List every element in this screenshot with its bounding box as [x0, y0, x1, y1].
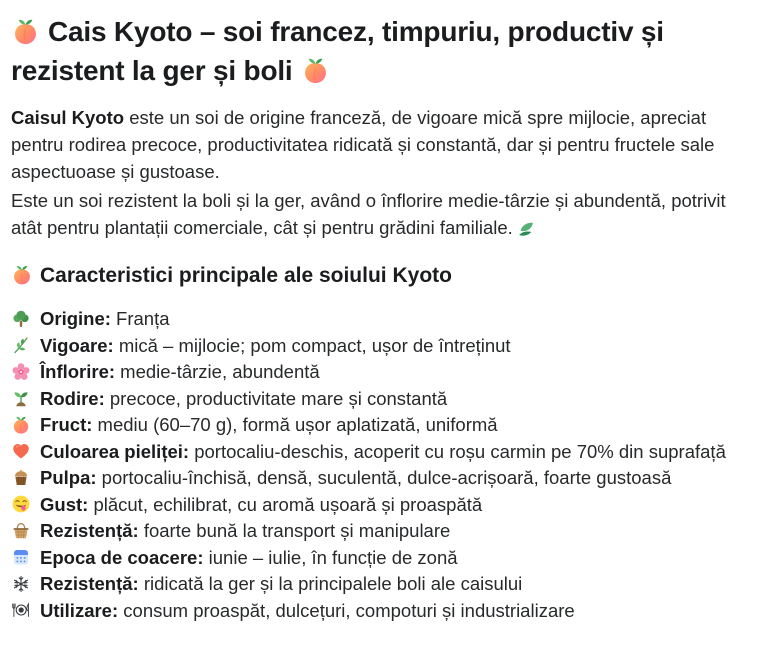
intro-paragraph-1-text: este un soi de origine franceză, de vigoare mică spre mijlocie, apreciat pentru rodirea precoce, productivitatea ridicată și constantă, dar și pentru fructele sale aspectuoase și gustoase. [11, 107, 715, 182]
leaf-icon [516, 218, 536, 238]
section-heading-text: Caracteristici principale ale soiului Kyoto [40, 264, 452, 287]
characteristic-value: portocaliu-închisă, densă, suculentă, dulce-acrișoară, foarte gustoasă [96, 467, 672, 488]
peach-icon [301, 56, 330, 85]
characteristic-value: mică – mijlocie; pom compact, ușor de întreținut [113, 334, 511, 356]
characteristic-value: iunie – iulie, în funcție de zonă [203, 546, 458, 568]
characteristic-label: Înflorire: [40, 361, 116, 382]
characteristic-item [11, 439, 747, 466]
characteristic-label: Pulpa: [40, 467, 97, 488]
page-title [11, 12, 747, 90]
characteristic-label: Rezistență: [40, 520, 139, 541]
characteristic-item [11, 359, 747, 386]
characteristic-value: medie-târzie, abundentă [115, 361, 320, 382]
snowflake-icon [11, 574, 31, 594]
characteristic-item [11, 465, 747, 492]
peach-icon [11, 264, 33, 286]
characteristic-value: consum proaspăt, dulcețuri, compoturi și industrializare [118, 599, 575, 621]
characteristic-item [11, 333, 747, 360]
characteristic-value: foarte bună la transport și manipulare [138, 520, 451, 541]
characteristic-label: Gust: [40, 493, 89, 515]
basket-icon [11, 521, 31, 541]
herb-icon [11, 335, 31, 355]
characteristic-item [11, 571, 747, 598]
characteristic-item [11, 306, 747, 333]
characteristics-list [11, 306, 747, 624]
characteristic-label: Rezistență: [40, 573, 139, 594]
characteristic-label: Vigoare: [40, 334, 114, 356]
intro-paragraph-2-text: Este un soi rezistent la boli și la ger, având o înflorire medie-târzie și abundentă, potrivit atât pentru plantații comerciale, cât și pentru grădini familiale. [11, 190, 726, 238]
characteristic-label: Utilizare: [40, 599, 119, 621]
tree-icon [11, 309, 31, 329]
cupcake-icon [11, 468, 31, 488]
page-title-text: Cais Kyoto – soi francez, timpuriu, productiv și rezistent la ger și boli [11, 16, 664, 86]
characteristic-item [11, 412, 747, 439]
seedling-icon [11, 388, 31, 408]
intro-paragraph-2 [11, 187, 747, 241]
section-heading [11, 263, 747, 289]
blossom-icon [11, 362, 31, 382]
characteristic-label: Origine: [40, 308, 111, 329]
characteristic-label: Epoca de coacere: [40, 546, 204, 568]
characteristic-item [11, 492, 747, 519]
characteristic-item [11, 518, 747, 545]
characteristic-item [11, 598, 747, 625]
yum-face-icon [11, 494, 31, 514]
characteristic-value: ridicată la ger și la principalele boli ale caisului [138, 573, 523, 594]
intro-lead-bold: Caisul Kyoto [11, 107, 125, 128]
characteristic-value: portocaliu-deschis, acoperit cu roșu carmin pe 70% din suprafață [189, 440, 726, 462]
peach-icon [11, 17, 40, 46]
heart-icon [11, 441, 31, 461]
calendar-icon [11, 547, 31, 567]
characteristic-label: Culoarea pieliței: [40, 440, 190, 462]
characteristic-value: Franța [110, 308, 170, 329]
characteristic-value: precoce, productivitate mare și constantă [104, 387, 448, 409]
characteristic-item [11, 386, 747, 413]
characteristic-value: mediu (60–70 g), formă ușor aplatizată, uniformă [92, 414, 498, 435]
characteristic-label: Fruct: [40, 414, 93, 435]
characteristic-item [11, 545, 747, 572]
utensils-icon [11, 600, 31, 620]
characteristic-label: Rodire: [40, 387, 105, 409]
peach-icon [11, 415, 31, 435]
intro-paragraph-1 [11, 104, 747, 185]
characteristic-value: plăcut, echilibrat, cu aromă ușoară și proaspătă [88, 493, 483, 515]
